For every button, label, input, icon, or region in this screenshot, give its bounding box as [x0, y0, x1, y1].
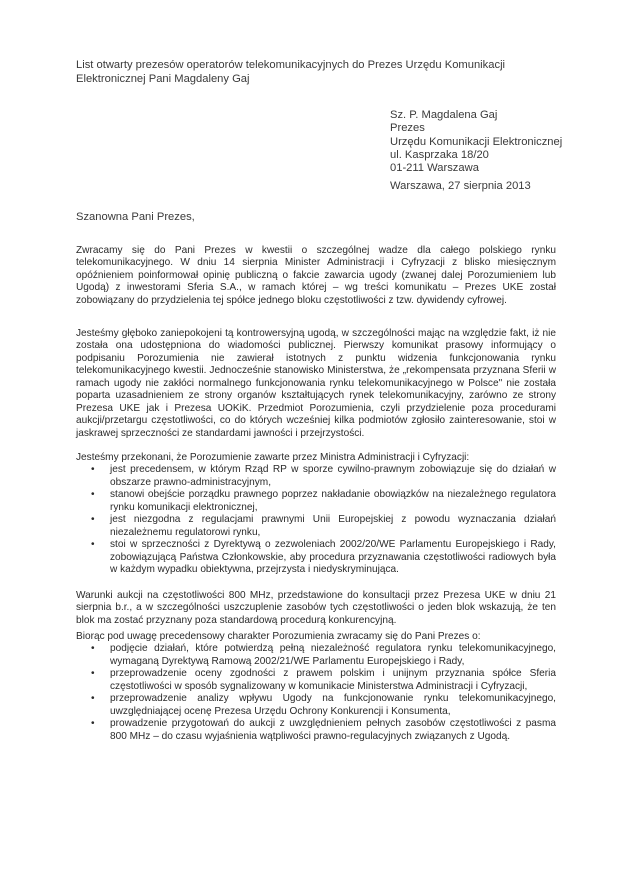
list-item — [91, 514, 556, 539]
concerns-list — [76, 464, 556, 576]
bullet-icon: • — [91, 539, 95, 551]
paragraph-3 — [76, 452, 556, 577]
list-item — [91, 693, 556, 718]
paragraph-5-intro: Biorąc pod uwagę precedensowy charakter Porozumienia zwracamy się do Pani Prezes o: — [76, 631, 481, 642]
bullet-icon: • — [91, 464, 95, 476]
letter-title: List otwarty prezesów operatorów telekomunikacyjnych do Prezes Urzędu Komunikacji Elektronicznej Pani Magdaleny Gaj — [76, 59, 506, 85]
letter-date: Warszawa, 27 sierpnia 2013 — [390, 180, 531, 192]
paragraph-1-text: Zwracamy się do Pani Prezes w kwestii o szczególnej wadze dla całego polskiego rynku telekomunikacyjnego. W dniu 14 sierpnia Minister Administracji i Cyfryzacji z blisko miesięcznym opóźnieniem poinformował opinię publiczną o fakcie zawarcia ugody (zwanej dalej Porozumieniem lub Ugodą) z inwestorami Sferia S.A., w ramach której – wg treści komunikatu – Prezes UKE został zobowiązany do przydzielenia tej spółce jednego bloku częstotliwości z tzw. dywidendy cyfrowej. — [76, 245, 556, 306]
paragraph-5 — [76, 631, 556, 743]
recipient-street: ul. Kasprzaka 18/20 — [390, 148, 489, 161]
bullet-icon: • — [91, 718, 95, 730]
paragraph-1 — [76, 245, 556, 307]
list-item — [91, 643, 556, 668]
list-item-text: prowadzenie przygotowań do aukcji z uwzględnieniem pełnych zasobów częstotliwości z pasma 800 MHz – do czasu wyjaśnienia wątpliwości prawno-regulacyjnych związanych z Ugodą. — [110, 718, 556, 742]
list-item — [91, 668, 556, 693]
list-item-text: jest precedensem, w którym Rząd RP w sporze cywilno-prawnym zobowiązuje się do działań w obszarze prawno-administracyjnym, — [110, 464, 556, 488]
list-item-text: przeprowadzenie oceny zgodności z prawem polskim i unijnym przyznania spółce Sferia częstotliwości w sposób sygnalizowany w komunikacie Ministerstwa Administracji i Cyfryzacji, — [110, 668, 556, 692]
list-item — [91, 539, 556, 576]
list-item — [91, 489, 556, 514]
bullet-icon: • — [91, 489, 95, 501]
recipient-city: 01-211 Warszawa — [390, 162, 479, 175]
list-item-text: przeprowadzenie analizy wpływu Ugody na funkcjonowanie rynku telekomunikacyjnego, uwzględniającej ocenę Prezesa Urzędu Ochrony Konkurencji i Konsumenta, — [110, 693, 556, 717]
requests-list — [76, 643, 556, 743]
paragraph-4-text: Warunki aukcji na częstotliwości 800 MHz, przedstawione do konsultacji przez Prezesa UKE w dniu 21 sierpnia b.r., a w szczególności uszczuplenie zasobów tych częstotliwości o jeden blok wskazują, że ten blok ma zostać przyznany poza standardową procedurą konkurencyjną. — [76, 590, 556, 626]
bullet-icon: • — [91, 668, 95, 680]
bullet-icon: • — [91, 514, 95, 526]
paragraph-2-text: Jesteśmy głęboko zaniepokojeni tą kontrowersyjną ugodą, w szczególności mając na względzie fakt, iż nie została ona udostępniona do wiadomości publicznej. Pierwszy komunikat prasowy informujący o podpisaniu Porozumienia nie zawierał istotnych z punktu widzenia funkcjonowania rynku telekomunikacyjnego kwestii. Jednocześnie stanowisko Ministerstwa, że „rekompensata przyznana Sferii w ramach ugody nie zakłóci normalnego funkcjonowania rynku telekomunikacyjnego w Polsce" nie została poparta uzasadnieniem ze strony organów kształtujących rynek telekomunikacyjny, zarówno ze strony Prezesa UKE jak i Prezesa UOKiK. Przedmiot Porozumienia, czyli przydzielenie poza procedurami aukcji/przetargu częstotliwości, co do których wcześniej kilka podmiotów zgłosiło zainteresowanie, stoi w jaskrawej sprzeczności ze standardami jawności i przejrzystości. — [76, 328, 556, 439]
list-item-text: podjęcie działań, które potwierdzą pełną niezależność regulatora rynku telekomunikacyjnego, wymaganą Dyrektywą Ramową 2002/21/WE Parlamentu Europejskiego i Rady, — [110, 643, 556, 667]
paragraph-4 — [76, 590, 556, 627]
recipient-office: Urzędu Komunikacji Elektronicznej — [390, 135, 563, 148]
list-item-text: stoi w sprzeczności z Dyrektywą o zezwoleniach 2002/20/WE Parlamentu Europejskiego i Rady, zobowiązującą Państwa Członkowskie, aby procedura przyznawania częstotliwości radiowych była w każdym wypadku obiektywna, przejrzysta i niedyskryminująca. — [110, 539, 556, 576]
paragraph-3-intro: Jesteśmy przekonani, że Porozumienie zawarte przez Ministra Administracji i Cyfryzacji: — [76, 452, 470, 463]
paragraph-2 — [76, 328, 556, 440]
list-item — [91, 718, 556, 743]
list-item-text: jest niezgodna z regulacjami prawnymi Unii Europejskiej z powodu wyznaczania działań niezależnemu regulatorowi rynku, — [110, 514, 556, 538]
list-item — [91, 464, 556, 489]
bullet-icon: • — [91, 643, 95, 655]
recipient-position: Prezes — [390, 122, 425, 135]
bullet-icon: • — [91, 693, 95, 705]
list-item-text: stanowi obejście porządku prawnego poprzez nakładanie obowiązków na niezależnego regulatora rynku komunikacji elektronicznej, — [110, 489, 556, 513]
recipient-address — [390, 109, 610, 175]
salutation: Szanowna Pani Prezes, — [76, 211, 195, 223]
recipient-name: Sz. P. Magdalena Gaj — [390, 109, 498, 121]
